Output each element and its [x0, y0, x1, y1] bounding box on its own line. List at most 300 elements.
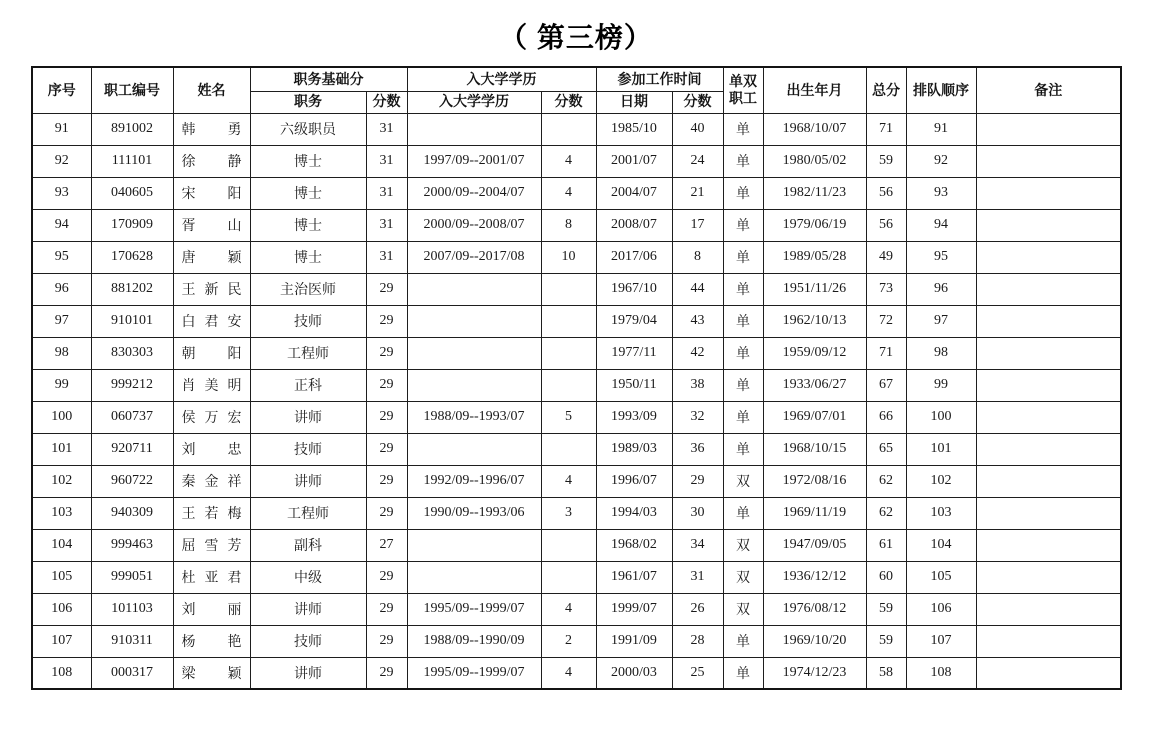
cell-employee-id: 999212	[91, 369, 173, 401]
header-education-score: 分数	[541, 91, 596, 113]
employee-name: 梁颖	[181, 666, 242, 682]
cell-education: 1997/09--2001/07	[407, 145, 541, 177]
cell-total-score: 62	[866, 497, 906, 529]
cell-work-date: 1961/07	[596, 561, 672, 593]
cell-remarks	[976, 369, 1121, 401]
cell-single-double: 双	[723, 529, 763, 561]
cell-single-double: 单	[723, 625, 763, 657]
cell-queue-order: 98	[906, 337, 976, 369]
cell-remarks	[976, 529, 1121, 561]
cell-position: 六级职员	[250, 113, 366, 145]
cell-serial: 95	[32, 241, 91, 273]
cell-position-score: 31	[366, 209, 407, 241]
cell-birth-date: 1968/10/07	[763, 113, 866, 145]
cell-position: 博士	[250, 177, 366, 209]
cell-serial: 98	[32, 337, 91, 369]
table-row	[32, 209, 1121, 241]
cell-employee-id: 040605	[91, 177, 173, 209]
header-education-group: 入大学学历	[407, 67, 596, 91]
cell-employee-id: 830303	[91, 337, 173, 369]
cell-remarks	[976, 273, 1121, 305]
cell-name	[173, 113, 250, 145]
cell-queue-order: 96	[906, 273, 976, 305]
cell-position-score: 29	[366, 433, 407, 465]
employee-name: 徐静	[181, 155, 242, 170]
cell-education-score: 8	[541, 209, 596, 241]
header-single-double: 单双职工	[723, 67, 763, 113]
cell-serial: 108	[32, 657, 91, 689]
cell-total-score: 56	[866, 177, 906, 209]
cell-work-score: 34	[672, 529, 723, 561]
employee-name: 杨艳	[181, 635, 242, 650]
cell-serial: 92	[32, 145, 91, 177]
cell-work-date: 2017/06	[596, 241, 672, 273]
cell-birth-date: 1951/11/26	[763, 273, 866, 305]
cell-remarks	[976, 113, 1121, 145]
cell-employee-id: 999463	[91, 529, 173, 561]
cell-remarks	[976, 497, 1121, 529]
cell-work-score: 30	[672, 497, 723, 529]
cell-serial: 93	[32, 177, 91, 209]
cell-name	[173, 241, 250, 273]
cell-education-score	[541, 369, 596, 401]
cell-position-score: 29	[366, 625, 407, 657]
cell-remarks	[976, 625, 1121, 657]
table-row	[32, 177, 1121, 209]
cell-position: 讲师	[250, 657, 366, 689]
employee-name: 肖美明	[181, 379, 242, 394]
cell-remarks	[976, 305, 1121, 337]
cell-position-score: 31	[366, 177, 407, 209]
cell-queue-order: 94	[906, 209, 976, 241]
cell-birth-date: 1969/10/20	[763, 625, 866, 657]
cell-education	[407, 273, 541, 305]
cell-work-date: 2001/07	[596, 145, 672, 177]
cell-education	[407, 113, 541, 145]
cell-serial: 103	[32, 497, 91, 529]
cell-work-date: 1985/10	[596, 113, 672, 145]
cell-remarks	[976, 241, 1121, 273]
cell-education-score: 4	[541, 465, 596, 497]
cell-employee-id: 960722	[91, 465, 173, 497]
cell-employee-id: 170909	[91, 209, 173, 241]
cell-total-score: 67	[866, 369, 906, 401]
cell-education-score	[541, 113, 596, 145]
cell-work-score: 44	[672, 273, 723, 305]
cell-total-score: 59	[866, 145, 906, 177]
cell-queue-order: 102	[906, 465, 976, 497]
table-row	[32, 145, 1121, 177]
table-row	[32, 273, 1121, 305]
cell-name	[173, 561, 250, 593]
cell-queue-order: 101	[906, 433, 976, 465]
cell-work-date: 1993/09	[596, 401, 672, 433]
cell-remarks	[976, 145, 1121, 177]
cell-remarks	[976, 465, 1121, 497]
cell-birth-date: 1959/09/12	[763, 337, 866, 369]
employee-name: 宋阳	[181, 187, 242, 202]
cell-single-double: 单	[723, 433, 763, 465]
cell-work-date: 2000/03	[596, 657, 672, 689]
employee-name: 秦金祥	[181, 475, 242, 490]
cell-position-score: 29	[366, 305, 407, 337]
cell-education-score	[541, 433, 596, 465]
cell-serial: 99	[32, 369, 91, 401]
cell-education: 1990/09--1993/06	[407, 497, 541, 529]
cell-position: 技师	[250, 305, 366, 337]
cell-name	[173, 593, 250, 625]
cell-serial: 100	[32, 401, 91, 433]
employee-name: 刘忠	[181, 443, 242, 458]
employee-name: 韩勇	[181, 123, 242, 138]
cell-queue-order: 105	[906, 561, 976, 593]
cell-position-score: 29	[366, 337, 407, 369]
cell-serial: 105	[32, 561, 91, 593]
employee-name: 朝阳	[181, 347, 242, 362]
cell-work-date: 2008/07	[596, 209, 672, 241]
cell-single-double: 单	[723, 657, 763, 689]
cell-education-score: 4	[541, 177, 596, 209]
cell-position: 中级	[250, 561, 366, 593]
cell-employee-id: 940309	[91, 497, 173, 529]
cell-single-double: 单	[723, 209, 763, 241]
cell-serial: 101	[32, 433, 91, 465]
cell-work-score: 43	[672, 305, 723, 337]
cell-remarks	[976, 593, 1121, 625]
table-row	[32, 305, 1121, 337]
cell-employee-id: 111101	[91, 145, 173, 177]
cell-education-score: 10	[541, 241, 596, 273]
cell-education	[407, 529, 541, 561]
cell-position-score: 29	[366, 593, 407, 625]
cell-work-score: 8	[672, 241, 723, 273]
employee-name: 杜亚君	[181, 571, 242, 586]
cell-total-score: 60	[866, 561, 906, 593]
cell-total-score: 61	[866, 529, 906, 561]
cell-education-score	[541, 273, 596, 305]
cell-education-score: 3	[541, 497, 596, 529]
cell-name	[173, 497, 250, 529]
cell-queue-order: 106	[906, 593, 976, 625]
cell-single-double: 双	[723, 561, 763, 593]
table-row	[32, 465, 1121, 497]
cell-position: 讲师	[250, 593, 366, 625]
cell-name	[173, 625, 250, 657]
cell-work-score: 21	[672, 177, 723, 209]
cell-work-score: 26	[672, 593, 723, 625]
cell-position-score: 29	[366, 401, 407, 433]
cell-remarks	[976, 657, 1121, 689]
cell-serial: 94	[32, 209, 91, 241]
cell-work-date: 2004/07	[596, 177, 672, 209]
cell-work-score: 32	[672, 401, 723, 433]
cell-education: 1995/09--1999/07	[407, 593, 541, 625]
header-work-score: 分数	[672, 91, 723, 113]
cell-serial: 107	[32, 625, 91, 657]
cell-name	[173, 305, 250, 337]
cell-single-double: 单	[723, 145, 763, 177]
employee-name: 唐颖	[181, 251, 242, 266]
cell-queue-order: 104	[906, 529, 976, 561]
table-row	[32, 497, 1121, 529]
cell-work-date: 1977/11	[596, 337, 672, 369]
cell-position-score: 31	[366, 113, 407, 145]
cell-work-score: 28	[672, 625, 723, 657]
cell-remarks	[976, 337, 1121, 369]
cell-queue-order: 107	[906, 625, 976, 657]
cell-education: 2007/09--2017/08	[407, 241, 541, 273]
cell-single-double: 单	[723, 177, 763, 209]
cell-name	[173, 433, 250, 465]
cell-single-double: 双	[723, 593, 763, 625]
cell-work-date: 1991/09	[596, 625, 672, 657]
cell-education-score	[541, 529, 596, 561]
cell-position: 正科	[250, 369, 366, 401]
cell-employee-id: 910101	[91, 305, 173, 337]
cell-position-score: 31	[366, 241, 407, 273]
employee-name: 王新民	[181, 283, 242, 298]
cell-total-score: 73	[866, 273, 906, 305]
cell-queue-order: 97	[906, 305, 976, 337]
cell-birth-date: 1972/08/16	[763, 465, 866, 497]
page-title: （ 第三榜）	[499, 22, 653, 53]
header-name: 姓名	[173, 67, 250, 113]
cell-work-date: 1996/07	[596, 465, 672, 497]
cell-education: 1995/09--1999/07	[407, 657, 541, 689]
cell-position: 技师	[250, 433, 366, 465]
cell-total-score: 58	[866, 657, 906, 689]
cell-queue-order: 93	[906, 177, 976, 209]
cell-work-score: 38	[672, 369, 723, 401]
cell-work-score: 31	[672, 561, 723, 593]
cell-work-score: 17	[672, 209, 723, 241]
cell-name	[173, 145, 250, 177]
header-position-group: 职务基础分	[250, 67, 407, 91]
cell-birth-date: 1969/11/19	[763, 497, 866, 529]
cell-education	[407, 369, 541, 401]
table-header	[32, 67, 1121, 113]
header-work-group: 参加工作时间	[596, 67, 723, 91]
cell-total-score: 65	[866, 433, 906, 465]
cell-position-score: 29	[366, 657, 407, 689]
cell-work-score: 29	[672, 465, 723, 497]
cell-serial: 97	[32, 305, 91, 337]
header-education: 入大学学历	[407, 91, 541, 113]
employee-name: 胥山	[181, 219, 242, 234]
cell-employee-id: 999051	[91, 561, 173, 593]
cell-birth-date: 1979/06/19	[763, 209, 866, 241]
cell-birth-date: 1989/05/28	[763, 241, 866, 273]
cell-serial: 91	[32, 113, 91, 145]
table-row	[32, 625, 1121, 657]
cell-work-score: 40	[672, 113, 723, 145]
cell-birth-date: 1962/10/13	[763, 305, 866, 337]
cell-position: 副科	[250, 529, 366, 561]
cell-education-score: 4	[541, 657, 596, 689]
table-row	[32, 657, 1121, 689]
table-row	[32, 433, 1121, 465]
cell-position: 博士	[250, 241, 366, 273]
cell-position-score: 29	[366, 497, 407, 529]
header-employee-id: 职工编号	[91, 67, 173, 113]
table-row	[32, 337, 1121, 369]
cell-remarks	[976, 209, 1121, 241]
cell-queue-order: 91	[906, 113, 976, 145]
table-body	[32, 113, 1121, 689]
cell-education-score: 2	[541, 625, 596, 657]
cell-name	[173, 657, 250, 689]
cell-employee-id: 910311	[91, 625, 173, 657]
cell-position: 讲师	[250, 465, 366, 497]
cell-employee-id: 060737	[91, 401, 173, 433]
cell-position: 主治医师	[250, 273, 366, 305]
table-row	[32, 369, 1121, 401]
cell-work-date: 1999/07	[596, 593, 672, 625]
cell-position: 博士	[250, 145, 366, 177]
cell-total-score: 56	[866, 209, 906, 241]
employee-name: 王若梅	[181, 507, 242, 522]
cell-serial: 106	[32, 593, 91, 625]
table-row	[32, 593, 1121, 625]
cell-position-score: 29	[366, 465, 407, 497]
employee-name: 白君安	[181, 315, 242, 330]
cell-employee-id: 891002	[91, 113, 173, 145]
cell-position: 工程师	[250, 497, 366, 529]
cell-education: 2000/09--2004/07	[407, 177, 541, 209]
cell-total-score: 62	[866, 465, 906, 497]
cell-education	[407, 433, 541, 465]
cell-serial: 102	[32, 465, 91, 497]
cell-education-score: 4	[541, 145, 596, 177]
cell-total-score: 71	[866, 337, 906, 369]
cell-serial: 104	[32, 529, 91, 561]
cell-name	[173, 465, 250, 497]
cell-single-double: 单	[723, 369, 763, 401]
employee-name: 屈雪芳	[181, 539, 242, 554]
cell-education: 1988/09--1990/09	[407, 625, 541, 657]
cell-work-date: 1968/02	[596, 529, 672, 561]
cell-work-score: 36	[672, 433, 723, 465]
table-row	[32, 561, 1121, 593]
table-row	[32, 113, 1121, 145]
header-total-score: 总分	[866, 67, 906, 113]
cell-total-score: 66	[866, 401, 906, 433]
cell-employee-id: 881202	[91, 273, 173, 305]
cell-remarks	[976, 401, 1121, 433]
table-row	[32, 241, 1121, 273]
employee-name: 刘丽	[181, 603, 242, 618]
cell-education: 1992/09--1996/07	[407, 465, 541, 497]
cell-position: 技师	[250, 625, 366, 657]
cell-queue-order: 92	[906, 145, 976, 177]
cell-name	[173, 529, 250, 561]
cell-serial: 96	[32, 273, 91, 305]
cell-total-score: 59	[866, 593, 906, 625]
cell-work-date: 1989/03	[596, 433, 672, 465]
cell-position-score: 31	[366, 145, 407, 177]
cell-birth-date: 1982/11/23	[763, 177, 866, 209]
header-serial: 序号	[32, 67, 91, 113]
cell-name	[173, 177, 250, 209]
cell-total-score: 59	[866, 625, 906, 657]
cell-birth-date: 1968/10/15	[763, 433, 866, 465]
cell-work-score: 42	[672, 337, 723, 369]
cell-education-score	[541, 305, 596, 337]
header-position-score: 分数	[366, 91, 407, 113]
cell-remarks	[976, 561, 1121, 593]
cell-position-score: 29	[366, 369, 407, 401]
cell-work-date: 1994/03	[596, 497, 672, 529]
cell-work-date: 1979/04	[596, 305, 672, 337]
table-row	[32, 529, 1121, 561]
cell-employee-id: 170628	[91, 241, 173, 273]
cell-position: 讲师	[250, 401, 366, 433]
cell-remarks	[976, 433, 1121, 465]
header-work-date: 日期	[596, 91, 672, 113]
cell-birth-date: 1969/07/01	[763, 401, 866, 433]
cell-education-score: 5	[541, 401, 596, 433]
cell-education	[407, 305, 541, 337]
cell-queue-order: 108	[906, 657, 976, 689]
cell-queue-order: 103	[906, 497, 976, 529]
cell-name	[173, 273, 250, 305]
cell-name	[173, 209, 250, 241]
cell-total-score: 72	[866, 305, 906, 337]
header-queue-order: 排队顺序	[906, 67, 976, 113]
cell-total-score: 71	[866, 113, 906, 145]
cell-name	[173, 369, 250, 401]
cell-education-score: 4	[541, 593, 596, 625]
cell-position-score: 27	[366, 529, 407, 561]
cell-position: 博士	[250, 209, 366, 241]
cell-work-score: 25	[672, 657, 723, 689]
cell-birth-date: 1980/05/02	[763, 145, 866, 177]
cell-single-double: 双	[723, 465, 763, 497]
cell-queue-order: 95	[906, 241, 976, 273]
cell-birth-date: 1974/12/23	[763, 657, 866, 689]
header-birth-date: 出生年月	[763, 67, 866, 113]
header-remarks: 备注	[976, 67, 1121, 113]
cell-total-score: 49	[866, 241, 906, 273]
cell-position: 工程师	[250, 337, 366, 369]
cell-queue-order: 100	[906, 401, 976, 433]
cell-education: 2000/09--2008/07	[407, 209, 541, 241]
cell-single-double: 单	[723, 113, 763, 145]
cell-education	[407, 337, 541, 369]
cell-single-double: 单	[723, 497, 763, 529]
cell-remarks	[976, 177, 1121, 209]
cell-single-double: 单	[723, 273, 763, 305]
table-row	[32, 401, 1121, 433]
cell-birth-date: 1933/06/27	[763, 369, 866, 401]
cell-birth-date: 1947/09/05	[763, 529, 866, 561]
cell-employee-id: 000317	[91, 657, 173, 689]
cell-birth-date: 1976/08/12	[763, 593, 866, 625]
cell-employee-id: 920711	[91, 433, 173, 465]
cell-position-score: 29	[366, 273, 407, 305]
cell-queue-order: 99	[906, 369, 976, 401]
cell-work-date: 1967/10	[596, 273, 672, 305]
employee-name: 侯万宏	[181, 411, 242, 426]
cell-education: 1988/09--1993/07	[407, 401, 541, 433]
cell-education-score	[541, 337, 596, 369]
cell-work-score: 24	[672, 145, 723, 177]
cell-work-date: 1950/11	[596, 369, 672, 401]
roster-table	[31, 66, 1122, 690]
cell-name	[173, 401, 250, 433]
cell-position-score: 29	[366, 561, 407, 593]
cell-single-double: 单	[723, 337, 763, 369]
